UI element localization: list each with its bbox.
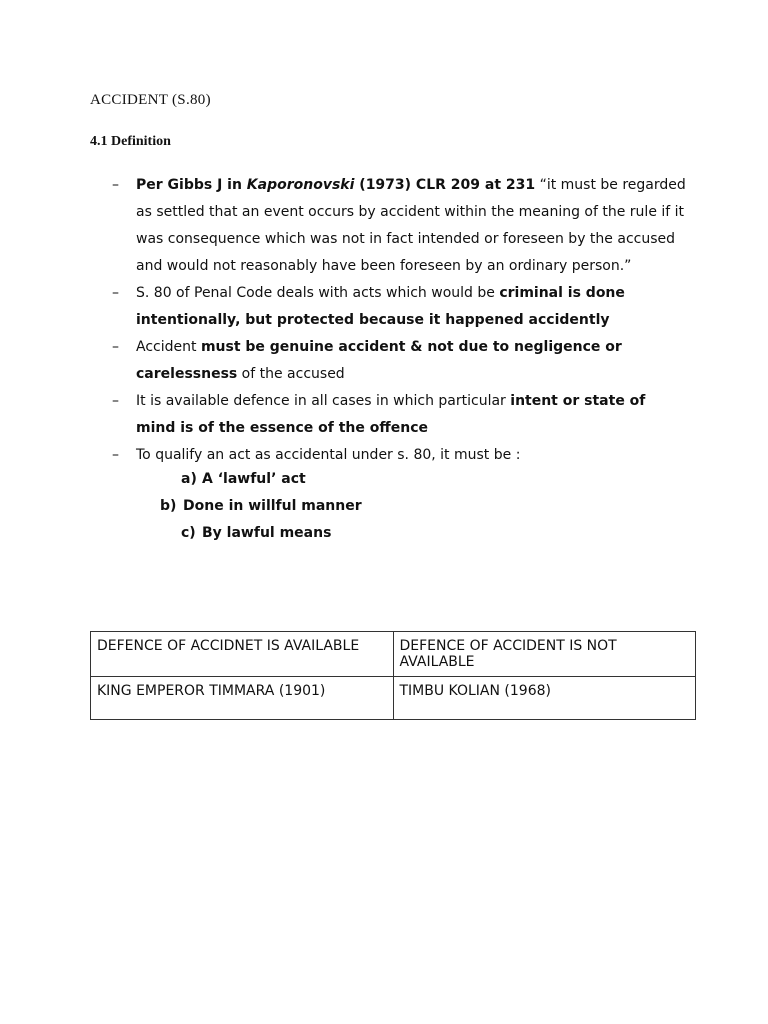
section-heading: ACCIDENT (S.80)	[90, 92, 211, 108]
definition-bullet-list	[112, 172, 687, 469]
dash-marker: –	[112, 447, 119, 463]
bullet-bold-text: intent or state of mind is of the essence of the offence	[136, 393, 646, 436]
case-name: Kaporonovski	[246, 177, 355, 193]
table-row	[91, 677, 696, 720]
quote-text: “it must be regarded as settled that an event occurs by accident within the meaning of the rule if it was consequence which was not in fact intended or foreseen by the accused and would not reasonably have been foreseen by an ordinary person.”	[136, 177, 686, 274]
condition-item	[0, 493, 768, 520]
dash-marker: –	[112, 177, 119, 193]
condition-text: A ‘lawful’ act	[202, 471, 306, 487]
bullet-gibbs-quote	[112, 172, 687, 280]
condition-text: By lawful means	[202, 525, 332, 541]
bullet-text: Accident	[136, 339, 201, 355]
table-header-cell: DEFENCE OF ACCIDENT IS NOT AVAILABLE	[393, 632, 696, 677]
bullet-text: S. 80 of Penal Code deals with acts which would be	[136, 285, 500, 301]
condition-label: a)	[181, 471, 197, 487]
bullet-text-end: of the accused	[237, 366, 345, 382]
condition-item	[0, 466, 768, 493]
table-cell: KING EMPEROR TIMMARA (1901)	[91, 677, 394, 720]
subsection-heading: 4.1 Definition	[90, 134, 171, 149]
dash-marker: –	[112, 285, 119, 301]
condition-item	[0, 520, 768, 547]
condition-label: c)	[181, 525, 196, 541]
bullet-bold-text: must be genuine accident & not due to negligence or carelessness	[136, 339, 622, 382]
dash-marker: –	[112, 339, 119, 355]
table-header-cell: DEFENCE OF ACCIDNET IS AVAILABLE	[91, 632, 394, 677]
table-header-row	[91, 632, 696, 677]
table-cell: TIMBU KOLIAN (1968)	[393, 677, 696, 720]
bullet-intro: Per Gibbs J in	[136, 177, 247, 193]
dash-marker: –	[112, 393, 119, 409]
bullet-genuine-accident	[112, 334, 687, 388]
bullet-bold-text: criminal is done intentionally, but protected because it happened accidently	[136, 285, 625, 328]
cases-table	[90, 631, 696, 720]
condition-label: b)	[160, 498, 177, 514]
case-citation: (1973) CLR 209 at 231	[354, 177, 536, 193]
condition-text: Done in willful manner	[183, 498, 362, 514]
bullet-penal-code	[112, 280, 687, 334]
conditions-list	[0, 466, 768, 547]
bullet-text: To qualify an act as accidental under s. 80, it must be :	[136, 447, 521, 463]
bullet-qualify-act	[112, 442, 687, 469]
bullet-available-defence	[112, 388, 687, 442]
bullet-text: It is available defence in all cases in which particular	[136, 393, 511, 409]
